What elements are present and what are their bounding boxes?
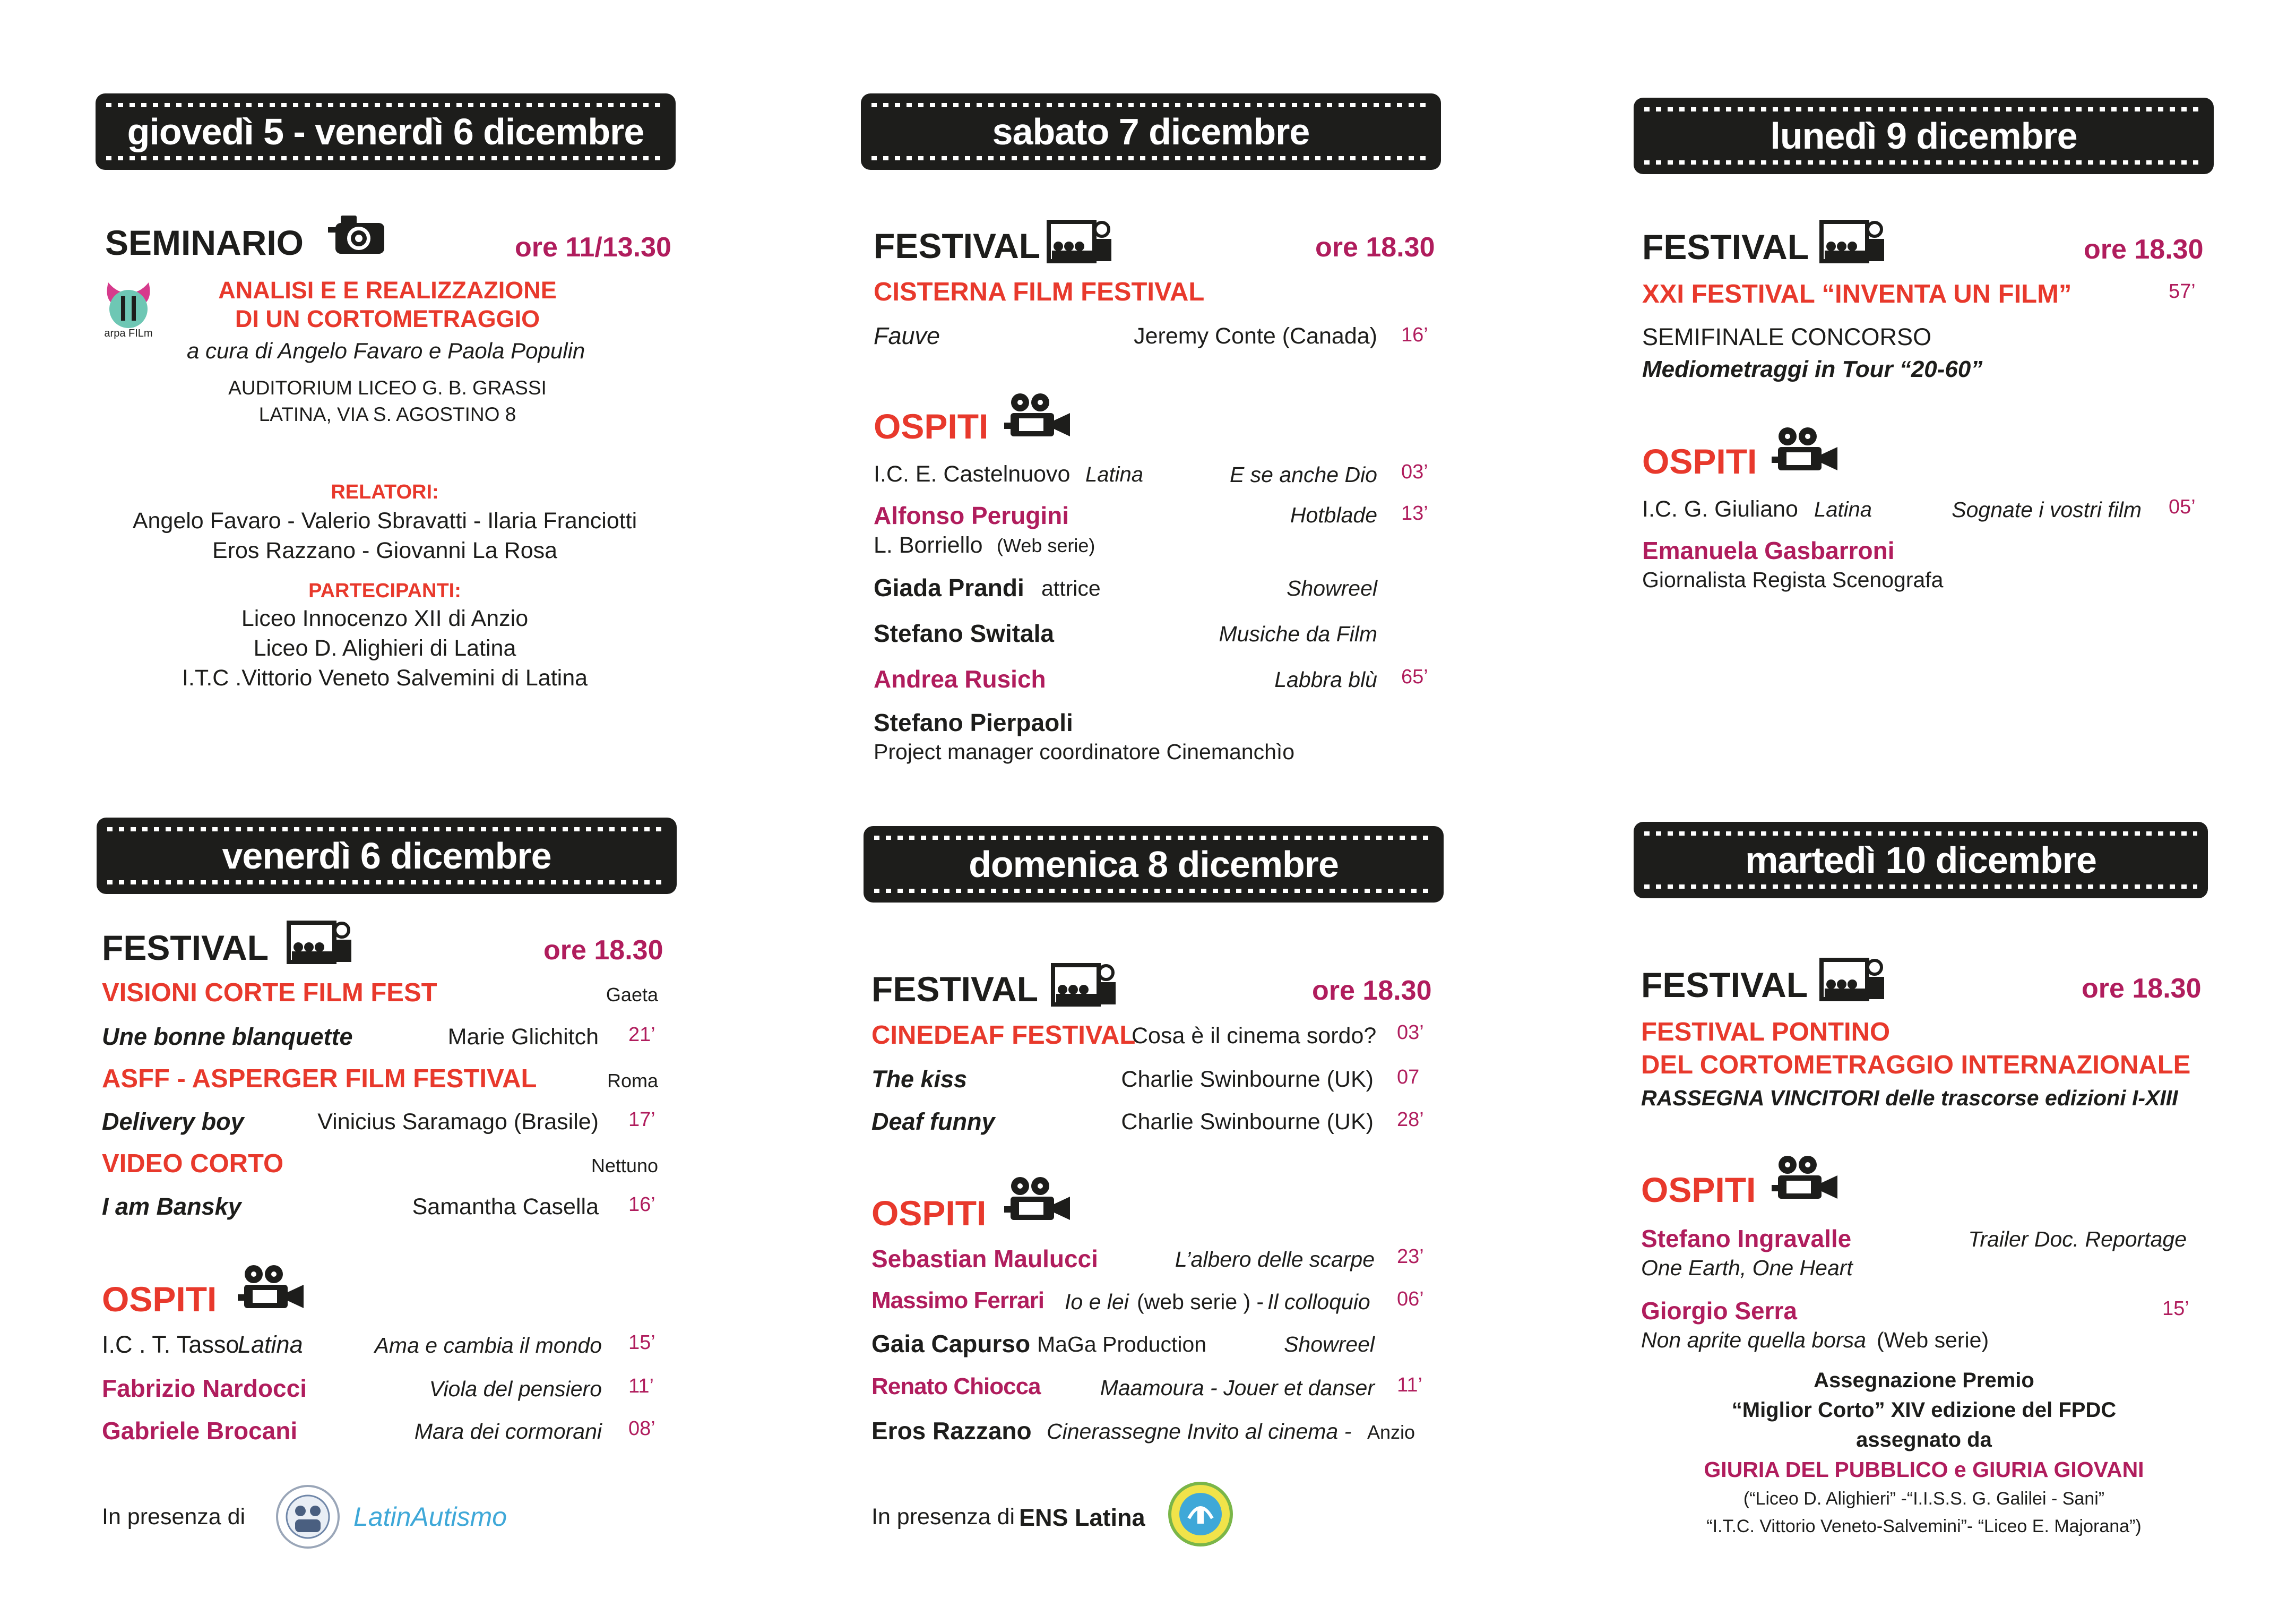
contest-subtitle: Mediometraggi in Tour “20-60” [1642, 356, 1983, 382]
film-minutes: 16’ [1401, 324, 1428, 346]
film-audience-icon [1047, 218, 1113, 265]
section-title: FESTIVAL [874, 226, 1041, 265]
camera-icon [326, 211, 390, 259]
guest-city: Latina [1814, 498, 1872, 521]
film-author: Charlie Swinbourne (UK) [1121, 1109, 1374, 1135]
guest-work: Trailer Doc. Reportage [1968, 1227, 2187, 1251]
film-title: Une bonne blanquette [102, 1023, 353, 1050]
guest-sub: Project manager coordinatore Cinemanchìo [874, 740, 1295, 764]
guest-sub: Non aprite quella borsa [1641, 1328, 1866, 1352]
event-time: ore 11/13.30 [515, 232, 671, 263]
guest-work: Viola del pensiero [429, 1377, 602, 1401]
guest-work: Showreel [1284, 1332, 1375, 1356]
movie-camera-icon [1003, 392, 1072, 444]
section-title: FESTIVAL [871, 969, 1039, 1009]
guest-minutes: 15’ [628, 1331, 655, 1354]
guest-name: Gaia Capurso [871, 1330, 1031, 1357]
relatori-line2: Eros Razzano - Giovanni La Rosa [212, 538, 558, 563]
banner-p4: venerdì 6 dicembre [97, 818, 677, 894]
guest-work: Maamoura - Jouer et danser [1100, 1376, 1375, 1400]
guest-work: Ama e cambia il mondo [374, 1333, 602, 1357]
festival-minutes: 57’ [2169, 280, 2196, 303]
movie-camera-icon [1771, 426, 1840, 478]
ens-logo [1168, 1481, 1233, 1547]
film-minutes: 07 [1397, 1066, 1420, 1088]
award-line3: assegnato da [1856, 1428, 1992, 1451]
guest-name: Gabriele Brocani [102, 1417, 298, 1445]
presence-label: In presenza di [871, 1504, 1015, 1530]
film-title: Delivery boy [102, 1108, 244, 1135]
festival-name: VIDEO CORTO [102, 1149, 284, 1178]
venue-line1: AUDITORIUM LICEO G. B. GRASSI [228, 377, 547, 399]
guest-minutes: 13’ [1401, 502, 1428, 525]
festival-name: VISIONI CORTE FILM FEST [102, 978, 437, 1007]
festival-name: CISTERNA FILM FESTIVAL [874, 278, 1205, 306]
guest-role: MaGa Production [1037, 1332, 1207, 1356]
movie-camera-icon [1003, 1175, 1072, 1227]
event-time: ore 18.30 [2084, 234, 2204, 265]
guest-minutes: 65’ [1401, 666, 1428, 688]
film-author: Jeremy Conte (Canada) [1134, 323, 1377, 349]
film-audience-icon [1051, 961, 1117, 1009]
banner-p2: sabato 7 dicembre [861, 93, 1441, 170]
festival-name: XXI FESTIVAL “INVENTA UN FILM” [1642, 280, 2072, 308]
partecipanti-line1: Liceo Innocenzo XII di Anzio [241, 606, 529, 631]
guest-name: Fabrizio Nardocci [102, 1374, 307, 1402]
curated-by: a cura di Angelo Favaro e Paola Populin [187, 338, 585, 363]
latinautismo-logo-text: LatinAutismo [353, 1502, 507, 1532]
partecipanti-line3: I.T.C .Vittorio Veneto Salvemini di Latina [182, 665, 588, 691]
festival-name: ASFF - ASPERGER FILM FESTIVAL [102, 1064, 537, 1093]
guest-name: I.C. E. Castelnuovo [874, 461, 1071, 487]
guests-label: OSPITI [102, 1279, 217, 1319]
guest-work: E se anche Dio [1229, 462, 1377, 487]
section-title: FESTIVAL [1642, 227, 1809, 267]
guest-minutes: 06’ [1397, 1288, 1424, 1310]
award-line1: Assegnazione Premio [1814, 1369, 2034, 1392]
guest-minutes: 11’ [1397, 1374, 1422, 1396]
guest-sub: L. Borriello [874, 532, 983, 558]
guest-minutes: 05’ [2169, 496, 2196, 518]
arpa-film-logo-text: arpa FILm [104, 328, 153, 339]
festival-name: CINEDEAF FESTIVAL [871, 1021, 1136, 1050]
film-audience-icon [1819, 218, 1886, 265]
film-author: Marie Glichitch [447, 1024, 599, 1050]
guest-name: Giorgio Serra [1641, 1297, 1797, 1325]
guests-label: OSPITI [874, 407, 989, 446]
section-title: FESTIVAL [102, 928, 269, 967]
guest-work: Musiche da Film [1219, 622, 1377, 646]
banner-p6: martedì 10 dicembre [1634, 822, 2208, 898]
guest-name: Stefano Ingravalle [1641, 1225, 1852, 1252]
festival-name-line2: DEL CORTOMETRAGGIO INTERNAZIONALE [1641, 1051, 2191, 1079]
guest-work-note: (web serie ) - [1137, 1290, 1264, 1314]
banner-p5: domenica 8 dicembre [864, 826, 1444, 903]
guest-name: Eros Razzano [871, 1417, 1032, 1445]
film-minutes: 28’ [1397, 1109, 1424, 1131]
film-minutes: 21’ [628, 1024, 655, 1046]
event-time: ore 18.30 [1315, 232, 1435, 263]
festival-name-line1: FESTIVAL PONTINO [1641, 1018, 1891, 1046]
guest-work: Io e lei [1065, 1290, 1129, 1314]
seminar-title-line1: ANALISI E E REALIZZAZIONE [218, 277, 557, 304]
guest-name: Giada Prandi [874, 574, 1024, 602]
guest-name: Stefano Pierpaoli [874, 709, 1073, 736]
film-audience-icon [1819, 956, 1886, 1003]
guest-city: Anzio [1367, 1421, 1415, 1443]
guest-name: Massimo Ferrari [871, 1287, 1044, 1313]
presence-label: In presenza di [102, 1504, 246, 1530]
guest-minutes: 03’ [1401, 461, 1428, 483]
festival-minutes: 03’ [1397, 1021, 1424, 1044]
guest-minutes: 11’ [628, 1375, 654, 1397]
seminar-title-line2: DI UN CORTOMETRAGGIO [235, 305, 540, 332]
guest-name: Alfonso Perugini [874, 502, 1069, 529]
guest-sub: Giornalista Regista Scenografa [1642, 568, 1944, 592]
event-time: ore 18.30 [1312, 975, 1432, 1006]
film-author: Samantha Casella [412, 1194, 599, 1219]
award-line2: “Miglior Corto” XIV edizione del FPDC [1731, 1398, 2117, 1422]
section-title: SEMINARIO [105, 223, 304, 262]
contest-line: SEMIFINALE CONCORSO [1642, 323, 1932, 350]
event-time: ore 18.30 [543, 935, 663, 966]
award-jury: GIURIA DEL PUBBLICO e GIURIA GIOVANI [1704, 1457, 2144, 1482]
guest-work: Hotblade [1290, 503, 1377, 527]
guest-name: Sebastian Maulucci [871, 1245, 1098, 1273]
guest-city: Latina [238, 1331, 303, 1358]
guest-work: Sognate i vostri film [1952, 497, 2142, 522]
guest-work: Labbra blù [1274, 667, 1377, 692]
partecipanti-line2: Liceo D. Alighieri di Latina [253, 635, 516, 661]
award-schools-line2: “I.T.C. Vittorio Veneto-Salvemini”- “Liceo E. Majorana”) [1706, 1516, 2142, 1536]
award-schools-line1: (“Liceo D. Alighieri” -“I.I.S.S. G. Galilei - Sani” [1743, 1489, 2105, 1509]
festival-city: Nettuno [591, 1155, 658, 1176]
film-author: Charlie Swinbourne (UK) [1121, 1067, 1374, 1092]
guests-label: OSPITI [1641, 1170, 1756, 1209]
guest-work-extra: Il colloquio [1267, 1290, 1370, 1314]
guest-name: Andrea Rusich [874, 665, 1046, 693]
relatori-line1: Angelo Favaro - Valerio Sbravatti - Ilaria Franciotti [132, 508, 637, 534]
festival-city: Gaeta [606, 984, 658, 1006]
film-title: I am Bansky [102, 1193, 241, 1220]
film-minutes: 17’ [628, 1109, 655, 1131]
guest-minutes: 15’ [2162, 1298, 2189, 1320]
film-author: Vinicius Saramago (Brasile) [317, 1109, 599, 1135]
banner-p1: giovedì 5 - venerdì 6 dicembre [96, 93, 676, 170]
section-title: FESTIVAL [1641, 965, 1808, 1004]
festival-city: Roma [607, 1070, 658, 1092]
partecipanti-label: PARTECIPANTI: [308, 580, 461, 602]
movie-camera-icon [1771, 1154, 1840, 1206]
guest-role: attrice [1041, 576, 1101, 600]
guest-work: L’albero delle scarpe [1175, 1247, 1375, 1271]
guest-sub-note: (Web serie) [1877, 1328, 1989, 1352]
film-title: Deaf funny [871, 1108, 995, 1135]
film-title: The kiss [871, 1066, 968, 1093]
guest-minutes: 23’ [1397, 1245, 1424, 1268]
guest-sub-note: (Web serie) [997, 535, 1095, 556]
guest-name: Renato Chiocca [871, 1373, 1041, 1399]
arpa-film-logo [102, 277, 155, 350]
venue-line2: LATINA, VIA S. AGOSTINO 8 [258, 403, 516, 425]
guest-minutes: 08’ [628, 1417, 655, 1440]
film-title: Fauve [874, 322, 940, 349]
movie-camera-icon [237, 1264, 306, 1316]
guest-name: Stefano Switala [874, 620, 1054, 647]
festival-subtitle: RASSEGNA VINCITORI delle trascorse edizioni I-XIII [1641, 1086, 2178, 1110]
guests-label: OSPITI [871, 1193, 987, 1233]
presence-organization: ENS Latina [1019, 1504, 1145, 1531]
latinautismo-logo [275, 1482, 530, 1551]
guest-name: I.C . T. Tasso [102, 1331, 239, 1358]
festival-subtitle: Cosa è il cinema sordo? [1132, 1023, 1377, 1049]
film-minutes: 16’ [628, 1193, 655, 1216]
guest-name: Emanuela Gasbarroni [1642, 537, 1895, 564]
guest-city: Latina [1085, 463, 1143, 486]
guest-work: Mara dei cormorani [414, 1419, 602, 1443]
guest-name: I.C. G. Giuliano [1642, 496, 1798, 522]
guest-work: Showreel [1287, 576, 1377, 600]
event-time: ore 18.30 [2082, 973, 2202, 1004]
guests-label: OSPITI [1642, 442, 1757, 481]
guest-work: Cinerassegne Invito al cinema - [1047, 1419, 1352, 1443]
relatori-label: RELATORI: [331, 481, 439, 503]
guest-sub: One Earth, One Heart [1641, 1256, 1853, 1280]
banner-p3: lunedì 9 dicembre [1634, 98, 2214, 174]
film-audience-icon [287, 918, 353, 966]
